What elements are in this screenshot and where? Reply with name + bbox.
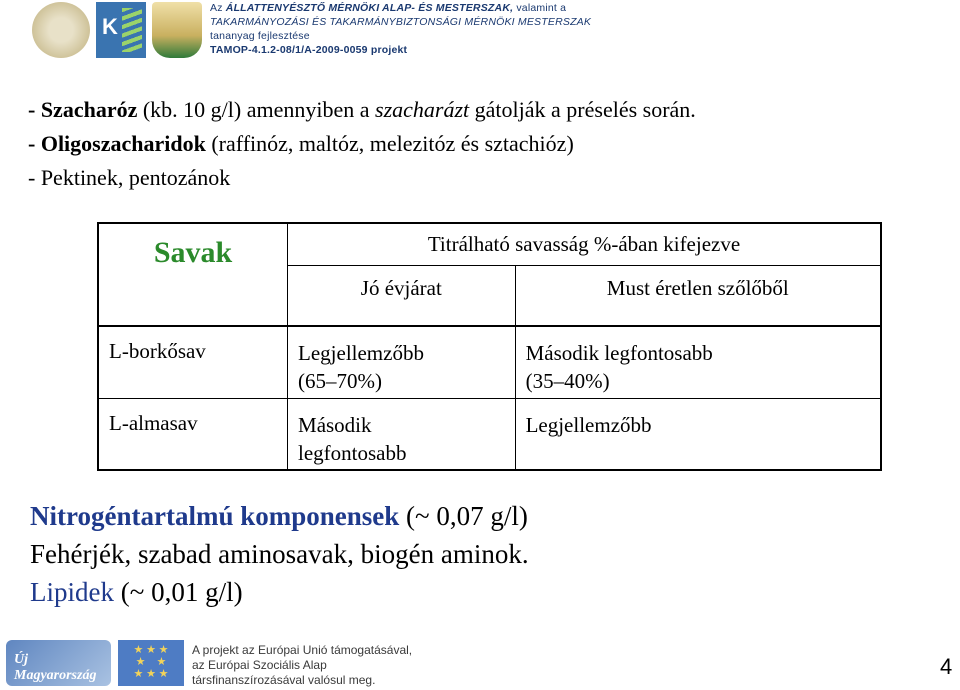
page-number: 4: [940, 654, 953, 679]
intro-l1-c: amennyiben a: [246, 97, 376, 122]
unripe-line2: (35–40%): [525, 369, 610, 393]
intro-l2-a: - Oligoszacharidok: [28, 131, 206, 156]
good-year-line1: Legjellemzőbb: [298, 341, 424, 365]
footer-line2: az Európai Szociális Alap: [192, 658, 327, 672]
acid-name-cell: [98, 398, 288, 470]
university-seal-logo: [32, 2, 90, 58]
col-header-cell: [98, 223, 288, 326]
group-header: Titrálható savasság %-ában kifejezve: [427, 231, 741, 256]
table-row: [98, 398, 881, 470]
proteins-line: Fehérjék, szabad aminosavak, biogén aminok.: [30, 539, 529, 569]
col-header-savak: Savak: [153, 236, 233, 269]
uj-magyarorszag-logo: [6, 640, 111, 686]
subheader-unripe-cell: [515, 265, 881, 326]
uj-magyarorszag-logo-text: Új Magyarország: [14, 652, 97, 683]
header-line1-a: Az: [210, 2, 226, 14]
good-year-cell: [288, 326, 516, 398]
header-line1-b: ÁLLATTENYÉSZTŐ MÉRNÖKI ALAP- ÉS MESTERSZAK,: [225, 2, 514, 14]
unripe-line1: Legjellemzőbb: [525, 412, 652, 437]
unripe-cell: [515, 326, 881, 398]
intro-l1-d: szacharázt: [375, 97, 470, 122]
acid-table: [97, 222, 882, 471]
bottom-line-2: [30, 538, 529, 570]
header-project-code: TAMOP-4.1.2-08/1/A-2009-0059 projekt: [210, 44, 408, 56]
acid-name-cell: [98, 326, 288, 398]
intro-l1-b: (kb. 10 g/l): [137, 97, 247, 122]
faculty-crest-logo: [152, 2, 202, 58]
table-row: [98, 326, 881, 398]
k-logo: K: [96, 2, 146, 58]
good-year-cell: [288, 398, 516, 470]
eu-flag-logo: ★ ★ ★ ★ ★ ★ ★ ★: [118, 640, 184, 686]
footer-text: [192, 643, 412, 688]
header: [0, 0, 960, 62]
nitrogen-amount: (~ 0,07 g/l): [399, 501, 528, 531]
lipids-heading: Lipidek: [30, 577, 114, 607]
intro-l1-a: - Szacharóz: [28, 97, 138, 122]
intro-line-2: [28, 131, 574, 157]
bottom-line-1: [30, 500, 528, 532]
unripe-line1: Második legfontosabb: [525, 341, 713, 365]
intro-l1-e: gátolják a préselés során.: [469, 97, 696, 122]
subheader-unripe: Must éretlen szőlőből: [606, 275, 789, 300]
good-year-line2: (65–70%): [298, 369, 382, 393]
header-line2: TAKARMÁNYOZÁSI ÉS TAKARMÁNYBIZTONSÁGI MÉRNÖKI MESTERSZAK: [210, 16, 592, 28]
header-line1-c: valamint a: [513, 2, 567, 14]
intro-line-1: [28, 97, 696, 123]
good-year-line1: Második: [298, 412, 372, 437]
header-text: [210, 1, 591, 57]
acid-name: L-almasav: [109, 410, 198, 435]
intro-l2-b: (raffinóz, maltóz, melezitóz és sztachióz): [205, 131, 574, 156]
footer-line3: társfinanszírozásával valósul meg.: [192, 673, 376, 687]
bottom-line-3: [30, 576, 243, 608]
intro-line-3: [28, 165, 230, 191]
subheader-good-year: Jó évjárat: [360, 275, 442, 300]
unripe-cell: [515, 398, 881, 470]
intro-l3-a: - Pektinek, pentozánok: [28, 165, 231, 190]
nitrogen-heading: Nitrogéntartalmú komponensek: [30, 501, 400, 531]
footer-line1: A projekt az Európai Unió támogatásával,: [192, 643, 413, 657]
header-line3: tananyag fejlesztése: [210, 30, 310, 42]
good-year-line2: legfontosabb: [298, 440, 407, 465]
subheader-good-year-cell: [288, 265, 516, 326]
lipids-amount: (~ 0,01 g/l): [113, 577, 243, 607]
acid-name: L-borkősav: [109, 339, 206, 363]
group-header-cell: [288, 223, 881, 265]
